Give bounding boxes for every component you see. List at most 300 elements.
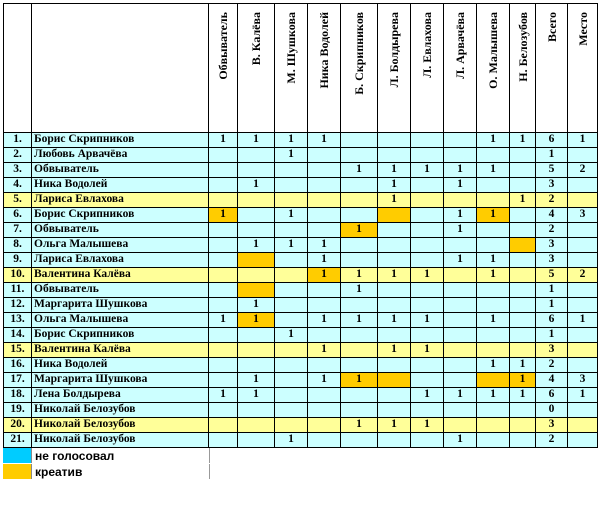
participant-name-cell[interactable]: Лена Болдырева [32, 388, 209, 403]
vote-cell[interactable] [275, 358, 308, 373]
vote-cell[interactable] [238, 193, 275, 208]
vote-cell[interactable] [341, 298, 378, 313]
vote-cell[interactable] [341, 178, 378, 193]
vote-cell[interactable] [238, 268, 275, 283]
participant-name-cell[interactable]: Лариса Евлахова [32, 193, 209, 208]
vote-cell[interactable] [444, 268, 477, 283]
vote-cell[interactable]: 1 [275, 328, 308, 343]
total-cell[interactable]: 2 [536, 193, 568, 208]
place-cell[interactable] [568, 328, 598, 343]
vote-cell[interactable]: 1 [411, 343, 444, 358]
total-cell[interactable]: 5 [536, 163, 568, 178]
vote-cell[interactable]: 1 [510, 133, 536, 148]
vote-cell[interactable] [308, 418, 341, 433]
vote-cell[interactable]: 1 [444, 388, 477, 403]
vote-cell[interactable] [341, 253, 378, 268]
vote-cell[interactable] [510, 343, 536, 358]
vote-cell[interactable] [510, 313, 536, 328]
vote-cell[interactable]: 1 [341, 268, 378, 283]
row-number-cell[interactable]: 9. [4, 253, 32, 268]
total-cell[interactable]: 1 [536, 298, 568, 313]
vote-cell[interactable] [444, 148, 477, 163]
vote-cell[interactable]: 1 [477, 388, 510, 403]
place-cell[interactable] [568, 403, 598, 418]
vote-cell[interactable] [510, 238, 536, 253]
column-header-2[interactable] [275, 4, 308, 133]
vote-cell[interactable] [378, 208, 411, 223]
vote-cell[interactable] [444, 403, 477, 418]
vote-cell[interactable] [510, 403, 536, 418]
total-cell[interactable]: 2 [536, 223, 568, 238]
total-cell[interactable]: 3 [536, 418, 568, 433]
place-cell[interactable] [568, 178, 598, 193]
vote-cell[interactable] [510, 253, 536, 268]
vote-cell[interactable] [510, 298, 536, 313]
vote-cell[interactable] [209, 433, 238, 448]
vote-cell[interactable]: 1 [308, 373, 341, 388]
vote-cell[interactable] [411, 133, 444, 148]
vote-cell[interactable] [378, 403, 411, 418]
vote-cell[interactable]: 1 [238, 298, 275, 313]
vote-cell[interactable]: 1 [275, 433, 308, 448]
place-cell[interactable] [568, 193, 598, 208]
vote-cell[interactable] [477, 178, 510, 193]
vote-cell[interactable]: 1 [238, 388, 275, 403]
participant-name-cell[interactable]: Борис Скрипников [32, 208, 209, 223]
place-cell[interactable]: 1 [568, 133, 598, 148]
column-header-3[interactable] [308, 4, 341, 133]
vote-cell[interactable] [477, 328, 510, 343]
vote-cell[interactable] [238, 283, 275, 298]
place-cell[interactable] [568, 283, 598, 298]
total-cell[interactable]: 3 [536, 253, 568, 268]
vote-cell[interactable] [275, 418, 308, 433]
vote-cell[interactable]: 1 [378, 193, 411, 208]
vote-cell[interactable] [444, 283, 477, 298]
vote-cell[interactable] [510, 328, 536, 343]
place-cell[interactable] [568, 298, 598, 313]
column-header-7[interactable] [444, 4, 477, 133]
total-cell[interactable]: 3 [536, 238, 568, 253]
vote-cell[interactable] [308, 403, 341, 418]
vote-cell[interactable]: 1 [209, 313, 238, 328]
vote-cell[interactable] [477, 148, 510, 163]
vote-cell[interactable] [510, 148, 536, 163]
vote-cell[interactable]: 1 [308, 313, 341, 328]
vote-cell[interactable]: 1 [444, 223, 477, 238]
vote-cell[interactable] [477, 418, 510, 433]
row-number-cell[interactable]: 5. [4, 193, 32, 208]
vote-cell[interactable] [308, 223, 341, 238]
vote-cell[interactable] [341, 148, 378, 163]
vote-cell[interactable]: 1 [411, 418, 444, 433]
row-number-cell[interactable]: 8. [4, 238, 32, 253]
total-cell[interactable]: 4 [536, 373, 568, 388]
vote-cell[interactable]: 1 [341, 283, 378, 298]
vote-cell[interactable] [378, 298, 411, 313]
vote-cell[interactable] [411, 178, 444, 193]
vote-cell[interactable] [341, 433, 378, 448]
vote-cell[interactable] [411, 223, 444, 238]
participant-name-cell[interactable]: Маргарита Шушкова [32, 298, 209, 313]
total-cell[interactable]: 2 [536, 433, 568, 448]
vote-cell[interactable] [209, 328, 238, 343]
vote-cell[interactable] [209, 253, 238, 268]
vote-cell[interactable] [209, 163, 238, 178]
vote-cell[interactable] [411, 358, 444, 373]
vote-cell[interactable] [444, 358, 477, 373]
total-cell[interactable]: 1 [536, 328, 568, 343]
vote-cell[interactable]: 1 [275, 148, 308, 163]
vote-cell[interactable] [275, 388, 308, 403]
participant-name-cell[interactable]: Николай Белозубов [32, 418, 209, 433]
total-cell[interactable]: 2 [536, 358, 568, 373]
vote-cell[interactable]: 1 [411, 163, 444, 178]
vote-cell[interactable]: 1 [444, 208, 477, 223]
vote-cell[interactable] [308, 298, 341, 313]
vote-cell[interactable]: 1 [378, 178, 411, 193]
header-name-cell[interactable] [32, 4, 209, 133]
vote-cell[interactable]: 1 [378, 268, 411, 283]
row-number-cell[interactable]: 17. [4, 373, 32, 388]
vote-cell[interactable]: 1 [308, 253, 341, 268]
vote-cell[interactable] [238, 148, 275, 163]
participant-name-cell[interactable]: Николай Белозубов [32, 433, 209, 448]
column-header-10[interactable] [536, 4, 568, 133]
vote-cell[interactable] [477, 403, 510, 418]
vote-cell[interactable] [341, 328, 378, 343]
vote-cell[interactable] [378, 253, 411, 268]
participant-name-cell[interactable]: Ольга Малышева [32, 238, 209, 253]
vote-cell[interactable] [477, 298, 510, 313]
vote-cell[interactable] [444, 373, 477, 388]
place-cell[interactable] [568, 433, 598, 448]
vote-cell[interactable] [378, 433, 411, 448]
vote-cell[interactable] [209, 223, 238, 238]
vote-cell[interactable]: 1 [238, 373, 275, 388]
row-number-cell[interactable]: 10. [4, 268, 32, 283]
row-number-cell[interactable]: 14. [4, 328, 32, 343]
vote-cell[interactable] [411, 148, 444, 163]
vote-cell[interactable] [209, 358, 238, 373]
vote-cell[interactable] [477, 283, 510, 298]
vote-cell[interactable] [341, 343, 378, 358]
vote-cell[interactable] [411, 403, 444, 418]
vote-cell[interactable]: 1 [308, 238, 341, 253]
total-cell[interactable]: 6 [536, 388, 568, 403]
vote-cell[interactable]: 1 [378, 418, 411, 433]
vote-cell[interactable] [411, 238, 444, 253]
vote-cell[interactable] [275, 373, 308, 388]
vote-cell[interactable] [378, 388, 411, 403]
legend-swatch[interactable] [3, 448, 32, 463]
row-number-cell[interactable]: 15. [4, 343, 32, 358]
row-number-cell[interactable]: 6. [4, 208, 32, 223]
place-cell[interactable] [568, 418, 598, 433]
vote-cell[interactable] [341, 208, 378, 223]
row-number-cell[interactable]: 1. [4, 133, 32, 148]
vote-cell[interactable] [444, 328, 477, 343]
vote-cell[interactable] [510, 268, 536, 283]
column-header-1[interactable] [238, 4, 275, 133]
empty-cells[interactable] [209, 448, 597, 463]
vote-cell[interactable] [209, 343, 238, 358]
participant-name-cell[interactable]: Маргарита Шушкова [32, 373, 209, 388]
vote-cell[interactable] [411, 433, 444, 448]
row-number-cell[interactable]: 19. [4, 403, 32, 418]
place-cell[interactable]: 3 [568, 373, 598, 388]
vote-cell[interactable]: 1 [477, 133, 510, 148]
vote-cell[interactable] [477, 193, 510, 208]
vote-cell[interactable] [411, 373, 444, 388]
vote-cell[interactable]: 1 [238, 178, 275, 193]
vote-cell[interactable] [275, 313, 308, 328]
vote-cell[interactable] [238, 358, 275, 373]
vote-cell[interactable] [308, 358, 341, 373]
vote-cell[interactable] [308, 328, 341, 343]
vote-cell[interactable]: 1 [411, 313, 444, 328]
vote-cell[interactable] [378, 358, 411, 373]
vote-cell[interactable] [308, 388, 341, 403]
vote-cell[interactable] [444, 418, 477, 433]
vote-cell[interactable] [275, 283, 308, 298]
vote-cell[interactable] [477, 223, 510, 238]
place-cell[interactable]: 2 [568, 163, 598, 178]
vote-cell[interactable] [378, 283, 411, 298]
place-cell[interactable] [568, 238, 598, 253]
participant-name-cell[interactable]: Валентина Калёва [32, 343, 209, 358]
vote-cell[interactable] [275, 178, 308, 193]
vote-cell[interactable]: 1 [510, 193, 536, 208]
vote-cell[interactable] [238, 223, 275, 238]
row-number-cell[interactable]: 21. [4, 433, 32, 448]
total-cell[interactable]: 5 [536, 268, 568, 283]
legend-swatch[interactable] [3, 464, 32, 479]
vote-cell[interactable]: 1 [477, 313, 510, 328]
place-cell[interactable]: 1 [568, 388, 598, 403]
participant-name-cell[interactable]: Ника Водолей [32, 358, 209, 373]
total-cell[interactable]: 3 [536, 343, 568, 358]
vote-cell[interactable]: 1 [341, 223, 378, 238]
participant-name-cell[interactable]: Обвыватель [32, 163, 209, 178]
vote-cell[interactable]: 1 [477, 163, 510, 178]
vote-cell[interactable] [510, 208, 536, 223]
vote-cell[interactable] [209, 418, 238, 433]
vote-cell[interactable]: 1 [477, 253, 510, 268]
vote-cell[interactable] [209, 193, 238, 208]
vote-cell[interactable] [341, 388, 378, 403]
participant-name-cell[interactable]: Ольга Малышева [32, 313, 209, 328]
place-cell[interactable]: 3 [568, 208, 598, 223]
vote-cell[interactable] [209, 283, 238, 298]
column-header-8[interactable] [477, 4, 510, 133]
participant-name-cell[interactable]: Борис Скрипников [32, 328, 209, 343]
vote-cell[interactable] [510, 163, 536, 178]
vote-cell[interactable] [275, 403, 308, 418]
vote-cell[interactable] [378, 238, 411, 253]
participant-name-cell[interactable]: Обвыватель [32, 283, 209, 298]
vote-cell[interactable] [238, 418, 275, 433]
vote-cell[interactable] [510, 283, 536, 298]
vote-cell[interactable]: 1 [209, 388, 238, 403]
vote-cell[interactable] [411, 283, 444, 298]
column-header-0[interactable] [209, 4, 238, 133]
row-number-cell[interactable]: 3. [4, 163, 32, 178]
vote-cell[interactable] [411, 193, 444, 208]
vote-cell[interactable]: 1 [341, 163, 378, 178]
vote-cell[interactable] [510, 223, 536, 238]
vote-cell[interactable] [444, 313, 477, 328]
vote-cell[interactable] [444, 133, 477, 148]
participant-name-cell[interactable]: Борис Скрипников [32, 133, 209, 148]
vote-cell[interactable] [341, 358, 378, 373]
column-header-4[interactable] [341, 4, 378, 133]
participant-name-cell[interactable]: Лариса Евлахова [32, 253, 209, 268]
vote-cell[interactable]: 1 [275, 208, 308, 223]
vote-cell[interactable]: 1 [341, 373, 378, 388]
vote-cell[interactable]: 1 [238, 313, 275, 328]
vote-cell[interactable] [209, 238, 238, 253]
vote-cell[interactable] [411, 298, 444, 313]
vote-cell[interactable] [209, 268, 238, 283]
vote-cell[interactable]: 1 [411, 268, 444, 283]
vote-cell[interactable]: 1 [444, 163, 477, 178]
total-cell[interactable]: 4 [536, 208, 568, 223]
vote-cell[interactable] [275, 268, 308, 283]
vote-cell[interactable] [477, 238, 510, 253]
vote-cell[interactable]: 1 [510, 388, 536, 403]
row-number-cell[interactable]: 18. [4, 388, 32, 403]
vote-cell[interactable] [308, 433, 341, 448]
vote-cell[interactable] [238, 163, 275, 178]
row-number-cell[interactable]: 2. [4, 148, 32, 163]
vote-cell[interactable]: 1 [275, 238, 308, 253]
participant-name-cell[interactable]: Обвыватель [32, 223, 209, 238]
vote-cell[interactable]: 1 [308, 133, 341, 148]
place-cell[interactable]: 2 [568, 268, 598, 283]
vote-cell[interactable] [209, 403, 238, 418]
vote-cell[interactable] [308, 208, 341, 223]
vote-cell[interactable]: 1 [510, 358, 536, 373]
vote-cell[interactable]: 1 [477, 268, 510, 283]
vote-cell[interactable] [275, 223, 308, 238]
vote-cell[interactable]: 1 [341, 418, 378, 433]
total-cell[interactable]: 1 [536, 283, 568, 298]
vote-cell[interactable] [411, 253, 444, 268]
column-header-6[interactable] [411, 4, 444, 133]
vote-cell[interactable]: 1 [209, 133, 238, 148]
vote-cell[interactable]: 1 [275, 133, 308, 148]
total-cell[interactable]: 6 [536, 133, 568, 148]
vote-cell[interactable] [378, 328, 411, 343]
vote-cell[interactable]: 1 [378, 313, 411, 328]
vote-cell[interactable] [209, 298, 238, 313]
total-cell[interactable]: 6 [536, 313, 568, 328]
column-header-5[interactable] [378, 4, 411, 133]
vote-cell[interactable] [444, 193, 477, 208]
total-cell[interactable]: 3 [536, 178, 568, 193]
vote-cell[interactable] [238, 208, 275, 223]
place-cell[interactable]: 1 [568, 313, 598, 328]
vote-cell[interactable] [275, 343, 308, 358]
vote-cell[interactable]: 1 [238, 238, 275, 253]
vote-cell[interactable] [275, 253, 308, 268]
total-cell[interactable]: 0 [536, 403, 568, 418]
vote-cell[interactable]: 1 [444, 178, 477, 193]
empty-cells[interactable] [209, 464, 597, 479]
row-number-cell[interactable]: 20. [4, 418, 32, 433]
vote-cell[interactable]: 1 [444, 433, 477, 448]
vote-cell[interactable] [209, 373, 238, 388]
vote-cell[interactable]: 1 [308, 268, 341, 283]
vote-cell[interactable]: 1 [308, 343, 341, 358]
participant-name-cell[interactable]: Николай Белозубов [32, 403, 209, 418]
row-number-cell[interactable]: 11. [4, 283, 32, 298]
participant-name-cell[interactable]: Любовь Арвачёва [32, 148, 209, 163]
total-cell[interactable]: 1 [536, 148, 568, 163]
vote-cell[interactable] [510, 178, 536, 193]
vote-cell[interactable]: 1 [341, 313, 378, 328]
vote-cell[interactable] [308, 283, 341, 298]
vote-cell[interactable] [275, 163, 308, 178]
vote-cell[interactable] [477, 433, 510, 448]
vote-cell[interactable] [378, 133, 411, 148]
vote-cell[interactable] [510, 433, 536, 448]
vote-cell[interactable] [411, 208, 444, 223]
column-header-11[interactable] [568, 4, 598, 133]
vote-cell[interactable] [378, 148, 411, 163]
row-number-cell[interactable]: 7. [4, 223, 32, 238]
vote-cell[interactable]: 1 [378, 163, 411, 178]
header-corner-cell[interactable] [4, 4, 32, 133]
vote-cell[interactable] [238, 253, 275, 268]
column-header-9[interactable] [510, 4, 536, 133]
vote-cell[interactable] [275, 298, 308, 313]
vote-cell[interactable]: 1 [444, 253, 477, 268]
vote-cell[interactable] [477, 343, 510, 358]
vote-cell[interactable] [510, 418, 536, 433]
vote-cell[interactable] [238, 343, 275, 358]
row-number-cell[interactable]: 16. [4, 358, 32, 373]
vote-cell[interactable] [477, 373, 510, 388]
vote-cell[interactable] [444, 298, 477, 313]
vote-cell[interactable] [209, 148, 238, 163]
vote-cell[interactable] [378, 223, 411, 238]
vote-cell[interactable] [341, 238, 378, 253]
place-cell[interactable] [568, 253, 598, 268]
place-cell[interactable] [568, 148, 598, 163]
vote-cell[interactable] [341, 133, 378, 148]
vote-cell[interactable] [308, 148, 341, 163]
vote-cell[interactable]: 1 [411, 388, 444, 403]
vote-cell[interactable] [444, 343, 477, 358]
vote-cell[interactable]: 1 [477, 208, 510, 223]
vote-cell[interactable] [238, 403, 275, 418]
vote-cell[interactable] [411, 328, 444, 343]
row-number-cell[interactable]: 4. [4, 178, 32, 193]
vote-cell[interactable]: 1 [238, 133, 275, 148]
place-cell[interactable] [568, 223, 598, 238]
vote-cell[interactable] [238, 433, 275, 448]
vote-cell[interactable]: 1 [209, 208, 238, 223]
row-number-cell[interactable]: 13. [4, 313, 32, 328]
vote-cell[interactable] [209, 178, 238, 193]
vote-cell[interactable] [378, 373, 411, 388]
vote-cell[interactable] [308, 178, 341, 193]
vote-cell[interactable]: 1 [510, 373, 536, 388]
vote-cell[interactable] [275, 193, 308, 208]
vote-cell[interactable] [341, 193, 378, 208]
